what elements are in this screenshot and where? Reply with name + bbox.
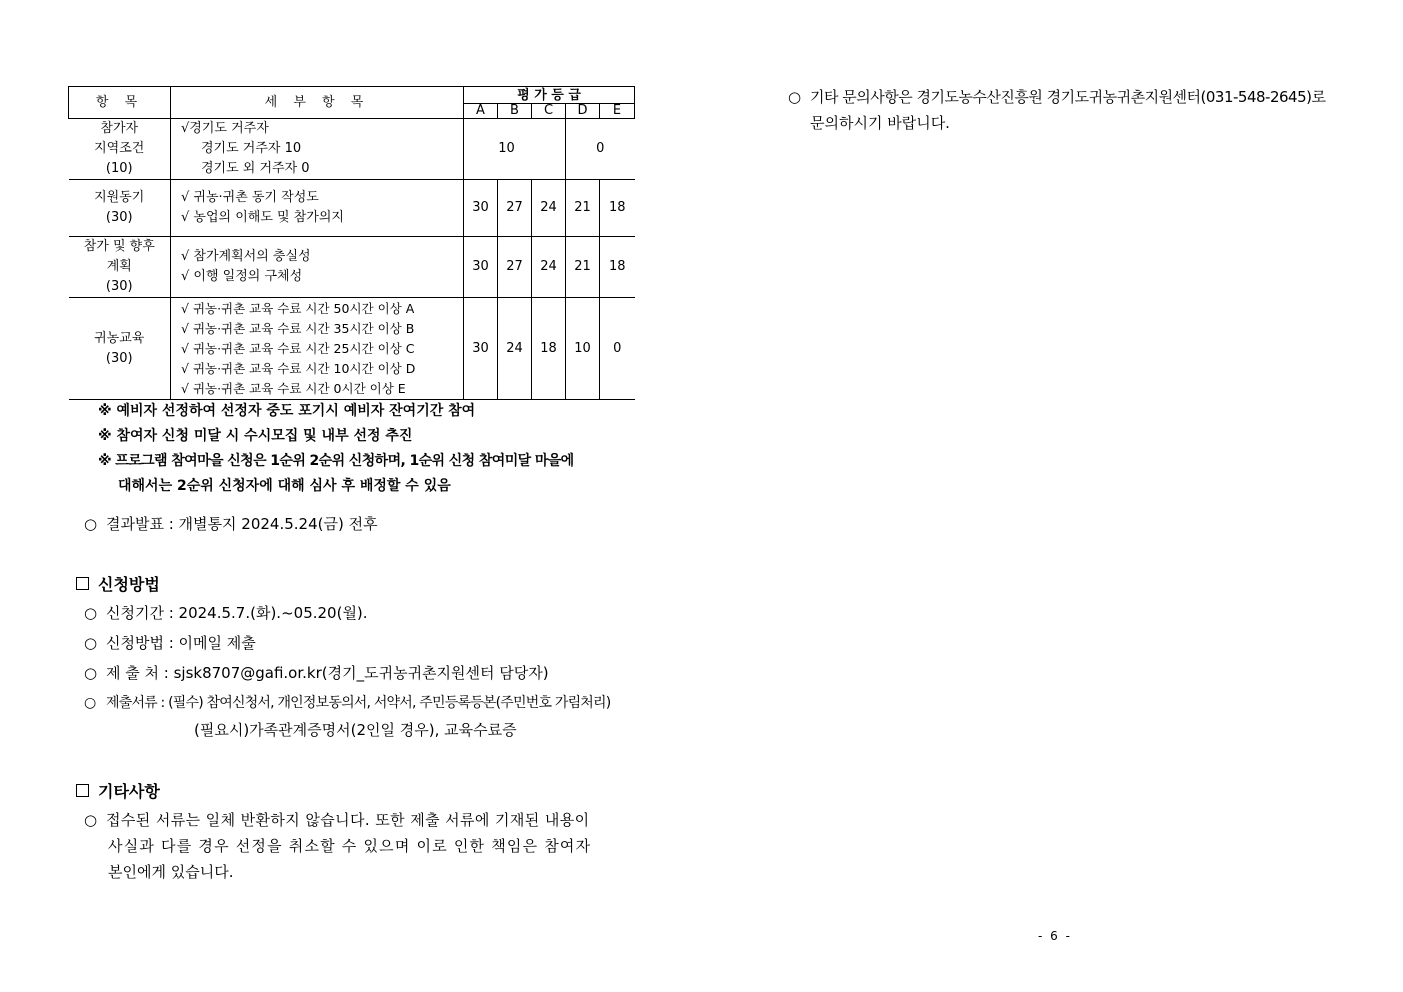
grade-b: B <box>498 104 532 119</box>
detail-line: √ 농업의 이해도 및 참가의지 <box>181 210 344 225</box>
other-text: 본인에게 있습니다. <box>108 863 234 881</box>
section-title: 기타사항 <box>98 782 160 801</box>
table-row <box>69 298 635 400</box>
other-line <box>84 807 590 833</box>
grade-a: A <box>464 104 498 119</box>
bullet-circle: ○ <box>84 811 98 829</box>
score-cell: 24 <box>532 237 566 298</box>
detail-line: 경기도 거주자 10 <box>201 141 302 156</box>
category-label: 참가자 <box>100 121 139 136</box>
result-line <box>84 511 378 537</box>
bullet-circle: ○ <box>84 604 98 622</box>
score-cell: 30 <box>464 237 498 298</box>
score-cell: 18 <box>532 298 566 400</box>
category-weight: (30) <box>105 350 133 366</box>
table-row <box>69 180 635 237</box>
score-cell: 27 <box>498 237 532 298</box>
score-cell: 21 <box>566 237 600 298</box>
bullet-circle: ○ <box>788 88 801 106</box>
category-cell <box>69 180 171 237</box>
score-cell: 0 <box>600 298 635 400</box>
category-label: 지원동기 <box>94 190 145 205</box>
category-label: 귀농교육 <box>94 330 145 346</box>
note-recruit: ※ 참여자 신청 미달 시 수시모집 및 내부 선정 추진 <box>98 428 413 444</box>
apply-item <box>84 600 368 626</box>
inquiry-text: 기타 문의사항은 경기도농수산진흥원 경기도귀농귀촌지원센터(031-548-2645)로 <box>810 88 1326 106</box>
note-priority: ※ 프로그램 참여마을 신청은 1순위 2순위 신청하며, 1순위 신청 참여미달 마을에 <box>98 453 574 469</box>
header-detail: 세 부 항 목 <box>171 87 464 119</box>
category-weight: (10) <box>105 161 133 176</box>
inquiry-line <box>788 84 1326 110</box>
detail-cell <box>171 119 464 180</box>
detail-line: √경기도 거주자 <box>181 121 269 136</box>
category-label: 계획 <box>106 259 132 274</box>
detail-line: √ 이행 일정의 구체성 <box>181 269 303 284</box>
inquiry-text: 문의하시기 바랍니다. <box>810 114 950 132</box>
category-cell <box>69 298 171 400</box>
bullet-circle: ○ <box>84 634 98 652</box>
apply-documents: 제출서류 : (필수) 참여신청서, 개인정보동의서, 서약서, 주민등록등본(주민번호 가림처리) <box>106 695 611 711</box>
detail-cell <box>171 180 464 237</box>
category-weight: (30) <box>105 210 133 225</box>
score-cell: 18 <box>600 237 635 298</box>
detail-line: √ 참가계획서의 충실성 <box>181 249 311 264</box>
detail-line: 경기도 외 거주자 0 <box>201 161 310 176</box>
category-cell <box>69 119 171 180</box>
grade-e: E <box>600 104 635 119</box>
apply-period: 신청기간 : 2024.5.7.(화).~05.20(월). <box>106 604 368 622</box>
table-row <box>69 237 635 298</box>
other-text: 사실과 다를 경우 선정을 취소할 수 있으며 이로 인한 책임은 참여자 <box>108 837 592 855</box>
apply-item <box>84 630 256 656</box>
score-cell: 21 <box>566 180 600 237</box>
bullet-circle: ○ <box>84 695 96 711</box>
section-title: 신청방법 <box>98 575 160 594</box>
score-cell: 10 <box>464 119 566 180</box>
score-cell: 18 <box>600 180 635 237</box>
apply-method: 신청방법 : 이메일 제출 <box>106 634 256 652</box>
detail-line: √ 귀농·귀촌 교육 수료 시간 10시간 이상 D <box>181 360 416 376</box>
category-weight: (30) <box>105 279 133 294</box>
checkbox-square-icon <box>76 784 89 797</box>
apply-item <box>84 660 549 686</box>
note-reserve: ※ 예비자 선정하여 선정자 중도 포기시 예비자 잔여기간 참여 <box>98 403 476 419</box>
category-label: 지역조건 <box>94 141 145 156</box>
other-text: 접수된 서류는 일체 반환하지 않습니다. 또한 제출 서류에 기재된 내용이 <box>106 811 590 829</box>
apply-documents-cont: (필요시)가족관계증명서(2인일 경우), 교육수료증 <box>194 721 517 739</box>
category-label: 참가 및 향후 <box>83 239 155 254</box>
score-cell: 24 <box>532 180 566 237</box>
score-cell: 30 <box>464 180 498 237</box>
category-cell <box>69 237 171 298</box>
detail-cell <box>171 298 464 400</box>
checkbox-square-icon <box>76 577 89 590</box>
detail-line: √ 귀농·귀촌 교육 수료 시간 35시간 이상 B <box>181 320 415 336</box>
score-cell: 30 <box>464 298 498 400</box>
detail-line: √ 귀농·귀촌 동기 작성도 <box>181 190 319 205</box>
grade-c: C <box>532 104 566 119</box>
evaluation-table <box>68 86 635 400</box>
detail-line: √ 귀농·귀촌 교육 수료 시간 50시간 이상 A <box>181 300 415 316</box>
score-cell: 27 <box>498 180 532 237</box>
header-item: 항 목 <box>69 87 171 119</box>
score-cell: 10 <box>566 298 600 400</box>
score-cell: 24 <box>498 298 532 400</box>
detail-line: √ 귀농·귀촌 교육 수료 시간 0시간 이상 E <box>181 380 406 396</box>
table-row <box>69 119 635 180</box>
result-text: 결과발표 : 개별통지 2024.5.24(금) 전후 <box>106 515 378 533</box>
apply-item <box>84 690 610 716</box>
note-priority-cont: 대해서는 2순위 신청자에 대해 심사 후 배정할 수 있음 <box>118 478 451 494</box>
detail-line: √ 귀농·귀촌 교육 수료 시간 25시간 이상 C <box>181 340 415 356</box>
grade-d: D <box>566 104 600 119</box>
bullet-circle: ○ <box>84 515 98 533</box>
score-cell: 0 <box>566 119 635 180</box>
section-other <box>76 779 160 802</box>
header-grade: 평 가 등 급 <box>464 87 635 104</box>
bullet-circle: ○ <box>84 664 98 682</box>
detail-cell <box>171 237 464 298</box>
apply-destination: 제 출 처 : sjsk8707@gafi.or.kr(경기_도귀농귀촌지원센터 담당자) <box>106 664 549 682</box>
page-number: - 6 - <box>1038 929 1072 943</box>
section-apply <box>76 572 160 595</box>
